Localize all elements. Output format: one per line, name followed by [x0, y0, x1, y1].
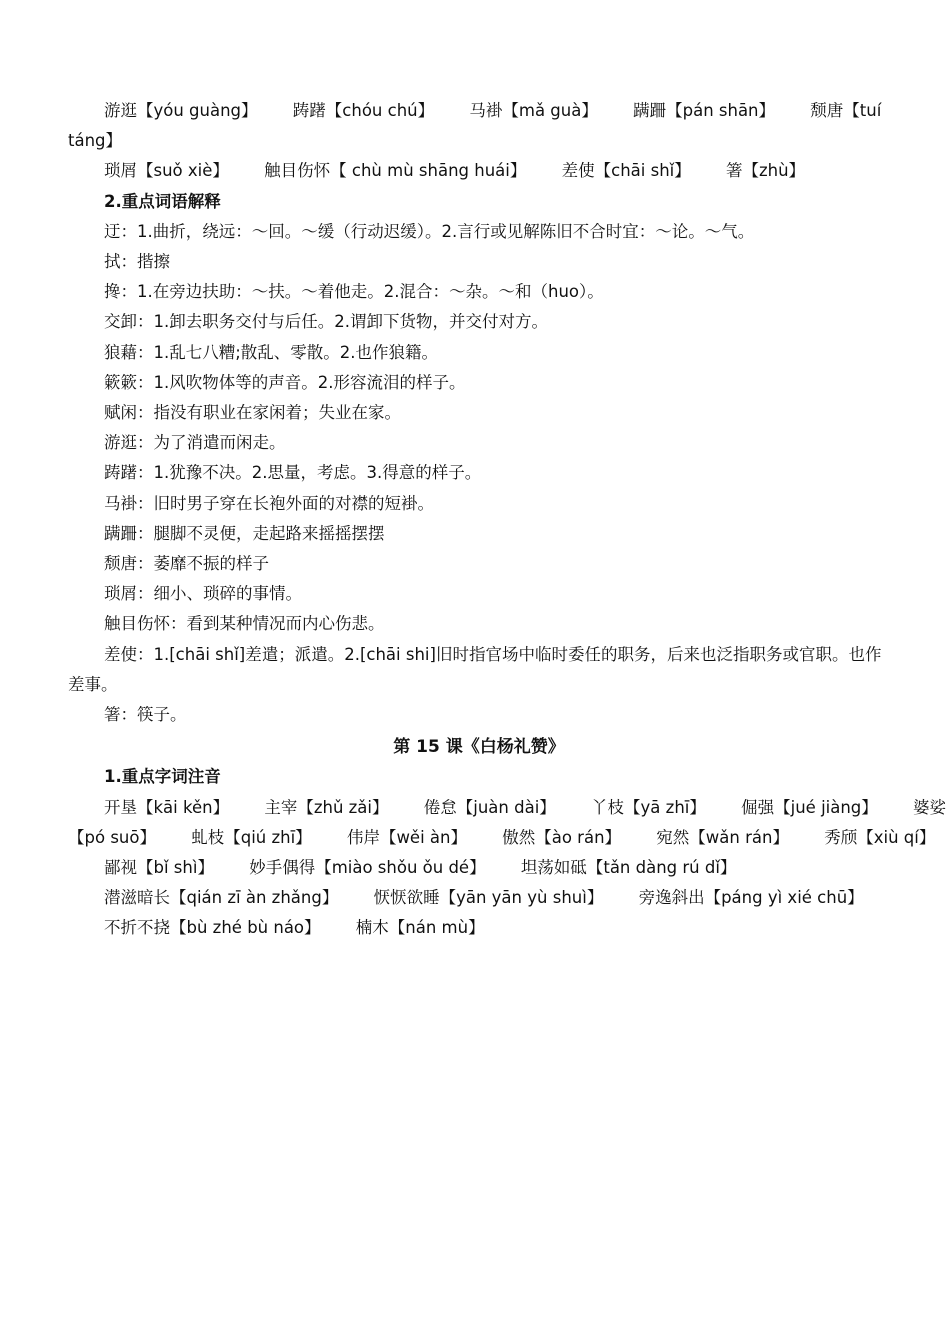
definition-item: 簌簌：1.风吹物体等的声音。2.形容流泪的样子。	[104, 372, 466, 392]
definition-item: 游逛：为了消遣而闲走。	[104, 433, 286, 453]
pinyin-term: 秀颀【xiù qí】	[824, 827, 936, 847]
definition-item: 差使：1.[chāi shǐ]差遣；派遣。2.[chāi shi]旧时指官场中临时委任的职务，后来也泛指职务或官职。也作差事。	[68, 644, 882, 694]
pinyin-term: 旁逸斜出【páng yì xié chū】	[638, 888, 864, 908]
definition-item: 蹒跚：腿脚不灵便，走起路来摇摇摆摆	[104, 523, 385, 543]
pinyin-term: 婆娑	[913, 797, 947, 817]
pinyin-line-4	[68, 823, 936, 853]
pinyin-term: 触目伤怀【 chù mù shāng huái】	[264, 161, 527, 181]
pinyin-term: 宛然【wǎn rán】	[656, 827, 789, 847]
pinyin-term: 差使【chāi shǐ】	[561, 161, 691, 181]
document-page	[68, 96, 947, 944]
pinyin-term: 傲然【ào rán】	[502, 827, 622, 847]
definition-item: 马褂：旧时男子穿在长袍外面的对襟的短褂。	[104, 493, 434, 513]
pinyin-term: 妙手偶得【miào shǒu ǒu dé】	[249, 858, 486, 878]
definition-item: 迂：1.曲折，绕远：～回。～缓（行动迟缓）。2.言行或见解陈旧不合时宜：～论。～气。	[104, 221, 755, 241]
pinyin-term: 虬枝【qiú zhī】	[191, 827, 312, 847]
pinyin-term: 【pó suō】	[68, 827, 156, 847]
pinyin-line-7	[68, 913, 890, 943]
definition-item: 琐屑：细小、琐碎的事情。	[104, 584, 302, 604]
definition-item: 赋闲：指没有职业在家闲着；失业在家。	[104, 403, 401, 423]
pinyin-line-5	[68, 853, 890, 883]
definition-item: 拭：揩擦	[104, 252, 170, 272]
definition-item: 颓唐：萎靡不振的样子	[104, 554, 269, 574]
lesson-title: 第 15 课《白杨礼赞》	[393, 737, 565, 758]
pinyin-line-1	[68, 96, 890, 126]
pinyin-term: 倔强【jué jiàng】	[741, 797, 878, 817]
definition-item: 踌躇：1.犹豫不决。2.思量，考虑。3.得意的样子。	[104, 463, 482, 483]
pinyin-term: 不折不挠【bù zhé bù náo】	[104, 918, 321, 938]
pinyin-term: 马褂【mǎ guà】	[469, 101, 598, 120]
pinyin-term: 游逛【yóu guàng】	[104, 101, 258, 120]
definition-item: 触目伤怀：看到某种情况而内心伤悲。	[104, 614, 385, 634]
pinyin-term: 踌躇【chóu chú】	[292, 101, 435, 120]
pinyin-term: 恹恹欲睡【yān yān yù shuì】	[373, 888, 604, 908]
pinyin-term: 琐屑【suǒ xiè】	[104, 161, 229, 181]
pinyin-term: 鄙视【bǐ shì】	[104, 858, 214, 878]
pinyin-term: 楠木【nán mù】	[355, 918, 485, 938]
definition-item: 箸：筷子。	[104, 705, 187, 725]
definition-item: 搀：1.在旁边扶助：～扶。～着他走。2.混合：～杂。～和（huo）。	[104, 282, 604, 302]
pinyin-line-3	[68, 793, 947, 823]
pinyin-term: táng】	[68, 131, 123, 151]
pinyin-term: 颓唐【tuí	[810, 101, 882, 120]
pinyin-term: 坦荡如砥【tǎn dàng rú dǐ】	[520, 858, 737, 878]
pinyin-term: 伟岸【wěi àn】	[346, 827, 467, 847]
pinyin-line-2	[68, 156, 890, 186]
pinyin-term: 蹒跚【pán shān】	[633, 101, 776, 120]
section-heading: 2.重点词语解释	[104, 191, 221, 211]
pinyin-term: 倦怠【juàn dài】	[423, 797, 556, 817]
section-heading: 1.重点字词注音	[104, 767, 221, 787]
definition-item: 狼藉：1.乱七八糟;散乱、零散。2.也作狼籍。	[104, 342, 439, 362]
pinyin-term: 丫枝【yā zhī】	[591, 797, 706, 817]
definition-item: 交卸：1.卸去职务交付与后任。2.谓卸下货物，并交付对方。	[104, 312, 548, 332]
pinyin-term: 潜滋暗长【qián zī àn zhǎng】	[104, 888, 339, 908]
pinyin-line-6	[68, 883, 890, 913]
pinyin-line-1-wrap	[68, 126, 890, 156]
pinyin-term: 主宰【zhǔ zǎi】	[264, 797, 389, 817]
pinyin-term: 箸【zhù】	[725, 161, 806, 181]
pinyin-term: 开垦【kāi kěn】	[104, 797, 230, 817]
